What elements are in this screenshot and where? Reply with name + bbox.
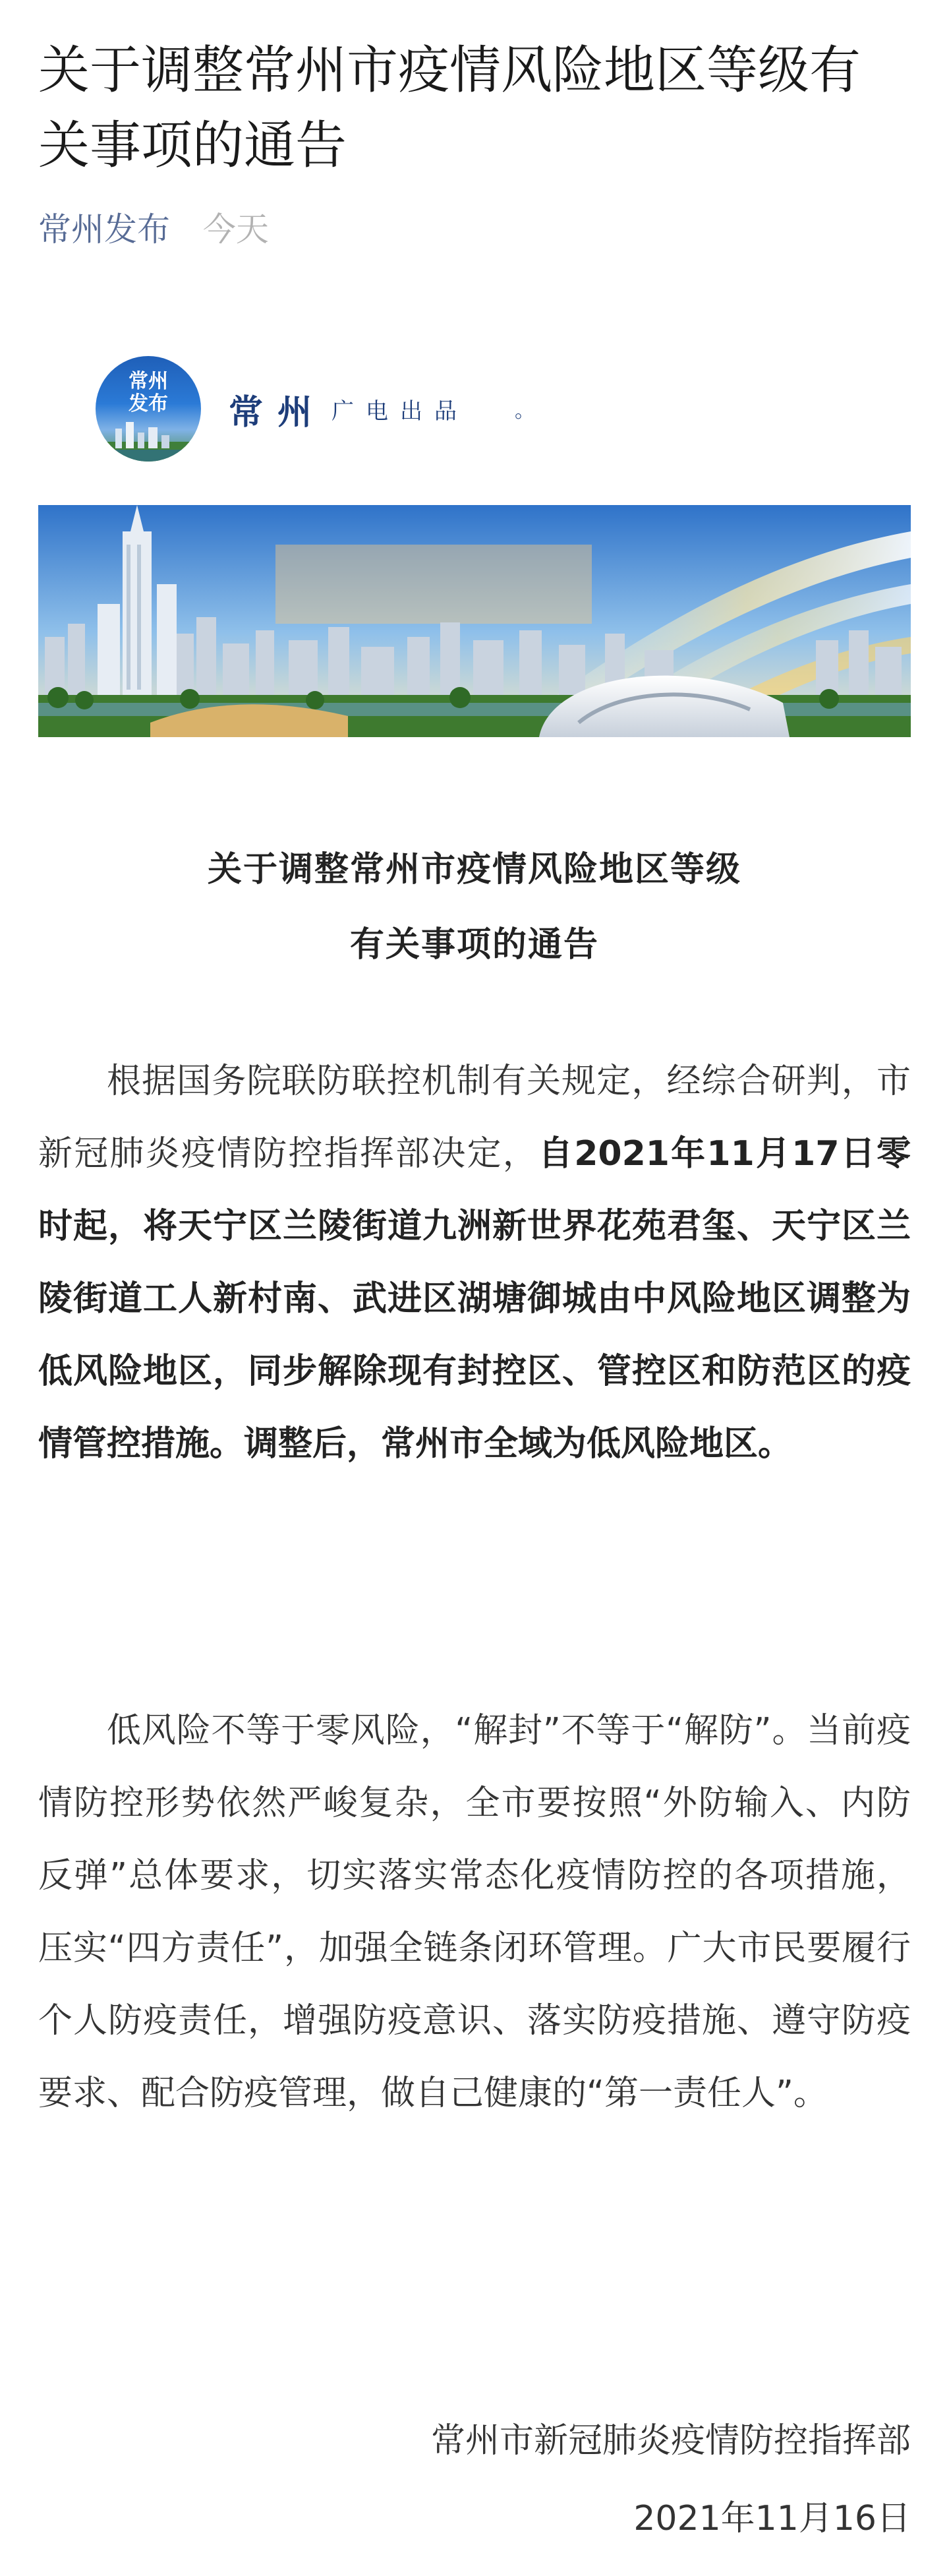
signature-date: 2021年11月16日 <box>633 2499 911 2538</box>
source-link[interactable]: 常州发布 <box>38 210 170 249</box>
heading-line-1: 关于调整常州市疫情风险地区等级 <box>207 850 741 889</box>
page-title: 关于调整常州市疫情风险地区等级有关事项的通告 <box>38 41 861 175</box>
city-skyline-banner-icon <box>38 505 911 737</box>
article-meta <box>38 210 269 249</box>
logo-text: 常州 发布 <box>129 370 168 415</box>
paragraph-2: 低风险不等于零风险，“解封”不等于“解防”。当前疫情防控形势依然严峻复杂，全市要按照“外防输入、内防反弹”总体要求，切实落实常态化疫情防控的各项措施，压实“四方责任”，加强全链条闭环管理。广大市民要履行个人防疫责任，增强防疫意识、落实防疫措施、遵守防疫要求、配合防疫管理，做自己健康的“第一责任人”。 <box>38 1711 911 2113</box>
signature-org: 常州市新冠肺炎疫情防控指挥部 <box>430 2421 911 2461</box>
brand-dot: 。 <box>515 400 535 423</box>
publish-date: 今天 <box>202 210 269 249</box>
logo-skyline-icon <box>96 415 201 462</box>
changzhou-fabu-logo-icon <box>96 356 201 462</box>
paragraph-1 <box>38 1045 911 1480</box>
paragraph-1-lead: 根据国务院联防联控机制有关规定，经综合研判，市新冠肺炎疫情防控指挥部决定， <box>38 1062 911 1174</box>
brand-name: 常州 <box>229 392 327 433</box>
paragraph-1-bold: 自2021年11月17日零时起，将天宁区兰陵街道九洲新世界花苑君玺、天宁区兰陵街道工人新村南、武进区湖塘御城由中风险地区调整为低风险地区，同步解除现有封控区、管控区和防范区的疫情管控措施。调整后，常州市全域为低风险地区。 <box>38 1134 911 1464</box>
heading-line-2: 有关事项的通告 <box>349 925 599 965</box>
notice-heading <box>38 832 911 982</box>
brand-header <box>96 356 534 462</box>
brand-subtitle: 广电出品 <box>331 398 469 425</box>
